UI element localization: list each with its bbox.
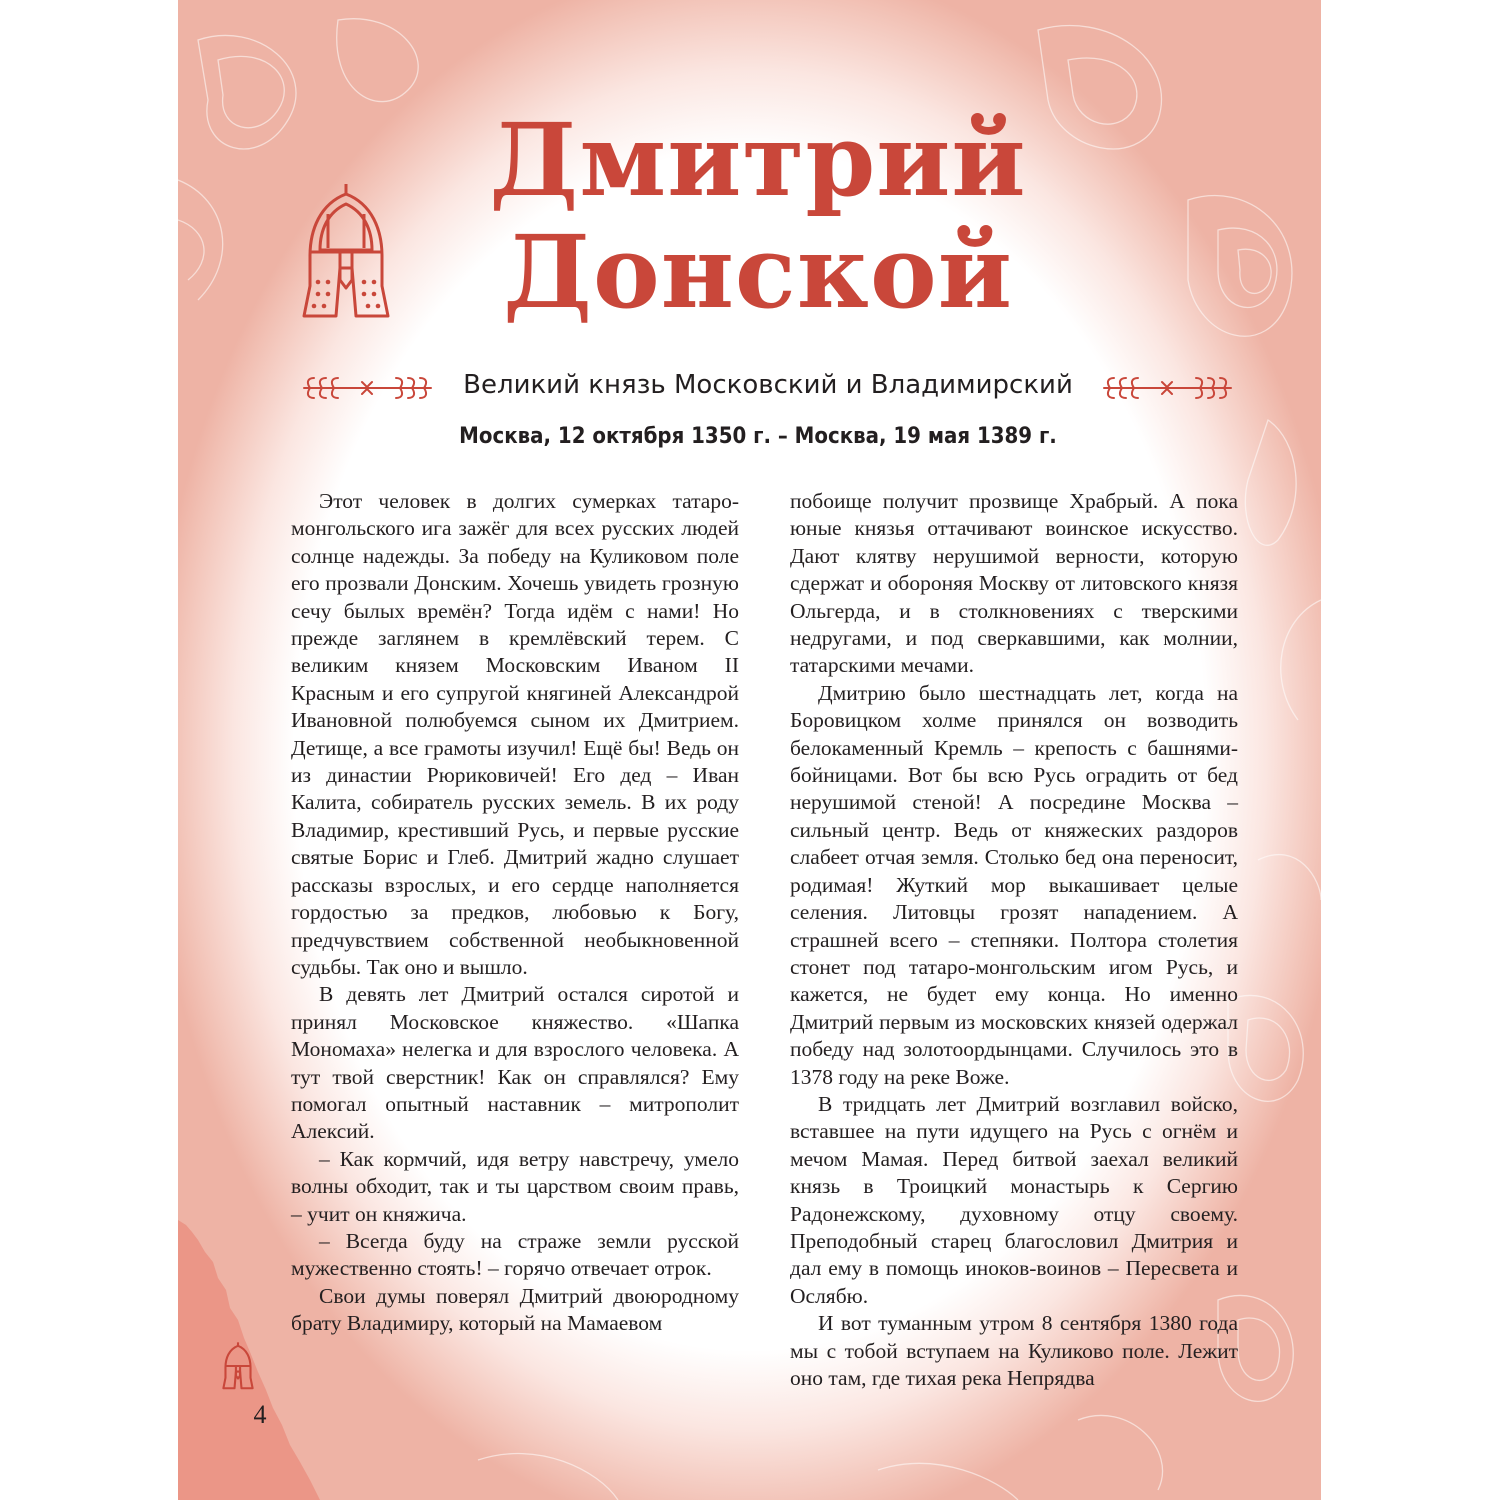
paragraph: В девять лет Дмитрий остался сиротой и принял Московское княжество. «Шапка Мономаха» нелегка и для взрослого человека. А тут твой сверстник! Как он справлялся? Ему помогал опытный наставник – митрополит Алексий.: [291, 982, 739, 1144]
paragraph: В тридцать лет Дмитрий возглавил войско, вставшее на пути идущего на Русь с огнём и мечом Мамая. Перед битвой заехал великий князь в Троицкий монастырь к Сергию Радонежскому, духовному отцу своему. Преподобный старец благословил Дмитрия и дал ему в помощь иноков-воинов – Пересвета и Ослябю.: [790, 1091, 1238, 1308]
helmet-icon: [300, 182, 392, 322]
paragraph: побоище получит прозвище Храбрый. А пока юные князья оттачивают воинское искусство. Дают клятву нерушимой верности, которую сдержат и обороняя Москву от литовского князя Ольгерда, и в столкновениях с тверскими недругами, и под сверкавшими, как молнии, татарскими мечами.: [790, 489, 1238, 678]
right-text-column: [790, 488, 1238, 1392]
laurel-ornament-icon: [1100, 374, 1235, 402]
life-dates: Москва, 12 октября 1350 г. – Москва, 19 мая 1389 г.: [459, 424, 1057, 449]
paragraph: Этот человек в долгих сумерках татаро-монгольского ига зажёг для всех русских людей солнце надежды. За победу на Куликовом поле его прозвали Донским. Хочешь увидеть грозную сечу былых времён? Тогда идём с нами! Но прежде заглянем в кремлёвский терем. С великим князем Московским Иваном II Красным и его супругой княгиней Александрой Ивановной полюбуемся сыном их Дмитрием. Детище, а все грамоты изучил! Ещё бы! Ведь он из династии Рюриковичей! Его дед – Иван Калита, собиратель русских земель. В их роду Владимир, крестивший Русь, и первые русские святые Борис и Глеб. Дмитрий жадно слушает рассказы взрослых, и его сердце наполняется гордостью за предков, любовью к Богу, предчувствием собственной необыкновенной судьбы. Так оно и вышло.: [291, 489, 739, 979]
helmet-icon: [222, 1340, 254, 1392]
paragraph: – Как кормчий, идя ветру навстречу, умело волны обходит, так и ты царством своим правь, – учит он княжича.: [291, 1146, 739, 1226]
title-line-2: Донской: [503, 213, 1013, 331]
paragraph: И вот туманным утром 8 сентября 1380 года мы с тобой вступаем на Куликово поле. Лежит оно там, где тихая река Непрядва: [790, 1311, 1238, 1390]
title-line-1: Дмитрий: [489, 101, 1027, 219]
left-text-column: [291, 488, 739, 1338]
subtitle: Великий князь Московский и Владимирский: [463, 370, 1073, 400]
paragraph: Дмитрию было шестнадцать лет, когда на Боровицком холме принялся он возводить белокаменный Кремль – крепость с башнями-бойницами. Вот бы всю Русь оградить от бед нерушимой стеной! А посредине Москва – сильный центр. Ведь от княжеских раздоров слабеет отчая земля. Столько бед она переносит, родимая! Жуткий мор выкашивает целые селения. Литовцы грозят нападением. А страшней всего – степняки. Полтора столетия стонет под татаро-монгольским игом Русь, и кажется, не будет ему конца. Но именно Дмитрий первым из московских князей одержал победу над золотоордынцами. Случилось это в 1378 году на реке Воже.: [790, 680, 1238, 1089]
book-page: [178, 0, 1321, 1500]
paragraph: – Всегда буду на страже земли русской мужественно стоять! – горячо отвечает отрок.: [291, 1228, 739, 1281]
page-number: 4: [253, 1400, 267, 1429]
paragraph: Свои думы поверял Дмитрий двоюродному брату Владимиру, который на Мамаевом: [291, 1283, 739, 1336]
subtitle-row: [278, 366, 1238, 410]
laurel-ornament-icon: [300, 374, 435, 402]
